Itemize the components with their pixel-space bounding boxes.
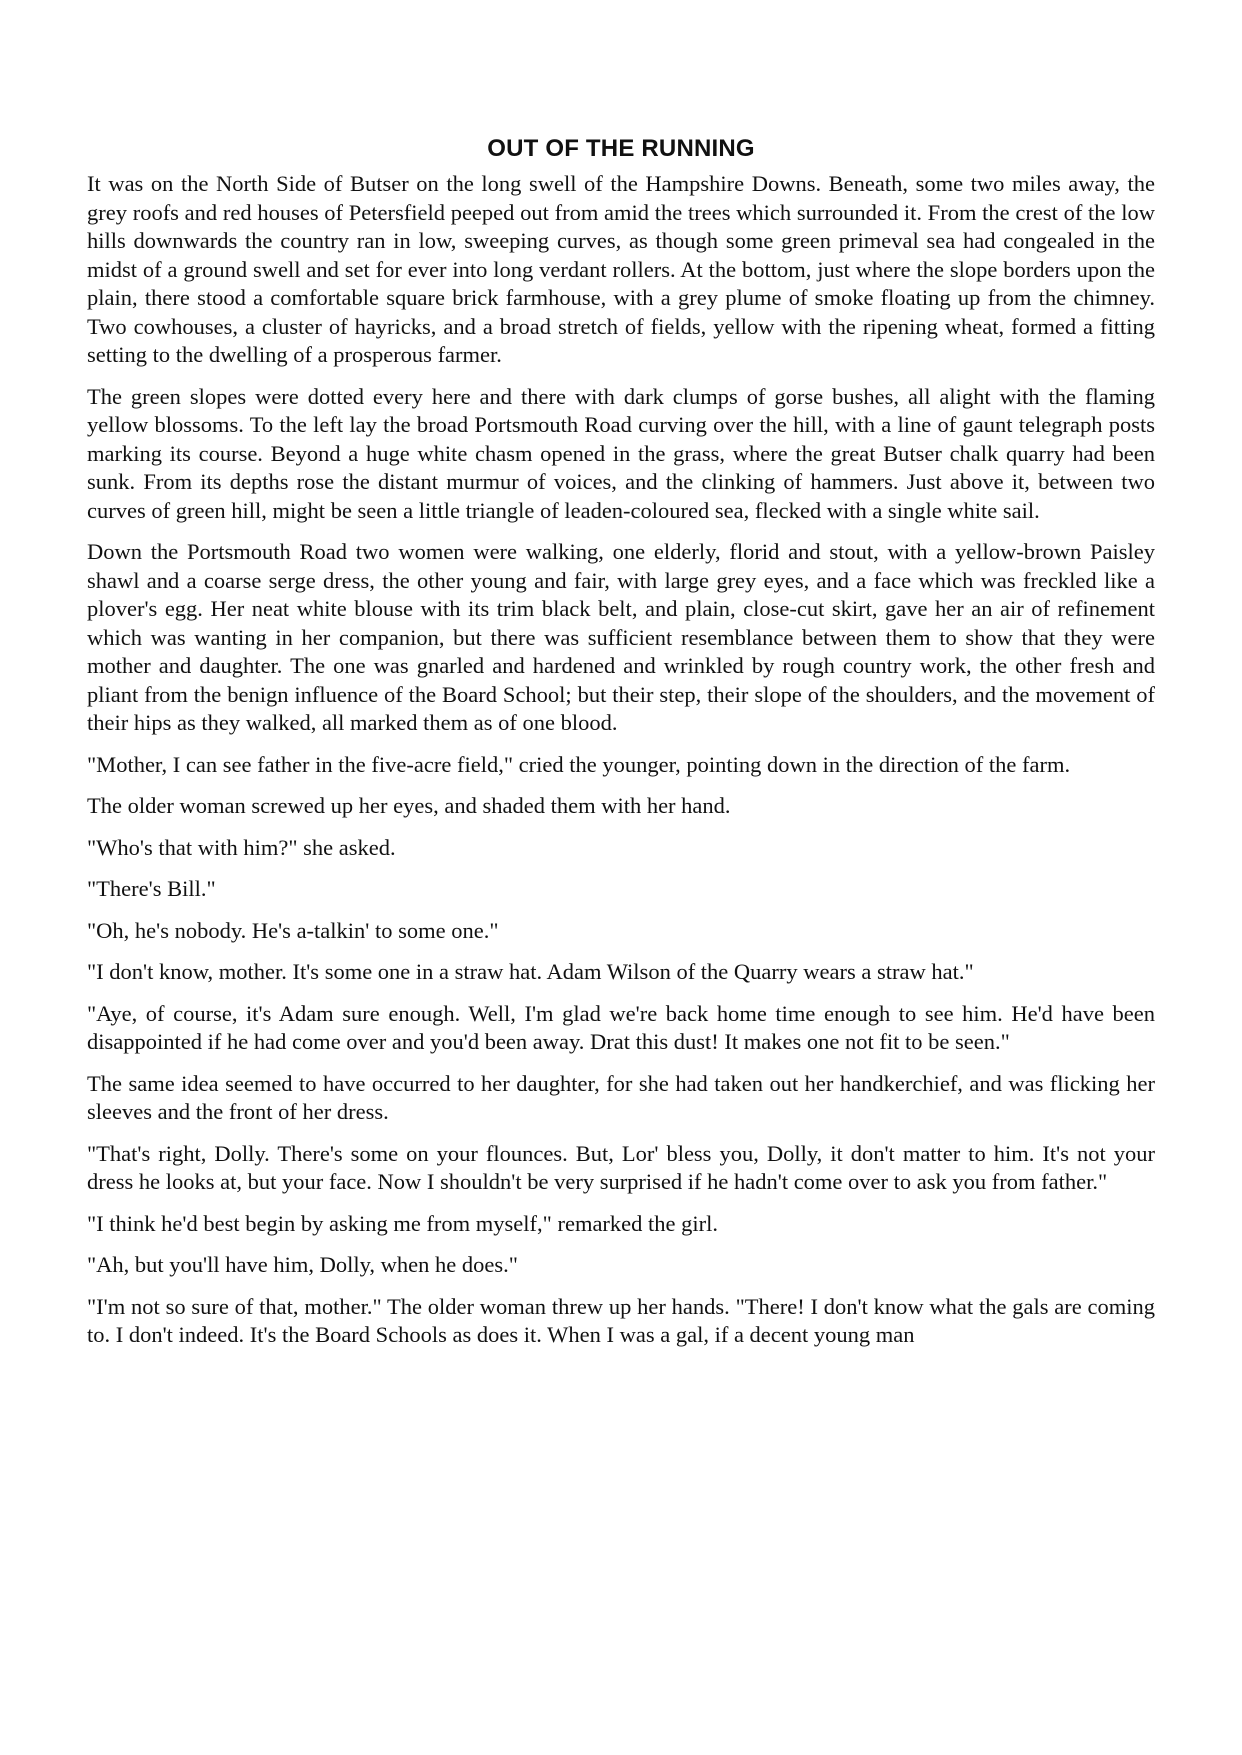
paragraph-2: The green slopes were dotted every here and there with dark clumps of gorse bushes, all alight with the flaming yellow blossoms. To the left lay the broad Portsmouth Road curving over the hill, with a line of gaunt telegraph posts marking its course. Beyond a huge white chasm opened in the grass, where the great Butser chalk quarry had been sunk. From its depths rose the distant murmur of voices, and the clinking of hammers. Just above it, between two curves of green hill, might be seen a little triangle of leaden-coloured sea, flecked with a single white sail.	[87, 383, 1155, 523]
chapter-title: OUT OF THE RUNNING	[487, 135, 755, 162]
paragraph-7: "There's Bill."	[87, 876, 216, 901]
paragraph-6: "Who's that with him?" she asked.	[87, 834, 396, 860]
paragraph-1: It was on the North Side of Butser on the long swell of the Hampshire Downs. Beneath, some two miles away, the grey roofs and red houses of Petersfield peeped out from amid the trees which surrounded it. From the crest of the low hills downwards the country ran in low, sweeping curves, as though some green primeval sea had congealed in the midst of a ground swell and set for ever into long verdant rollers. At the bottom, just where the slope borders upon the plain, there stood a comfortable square brick farmhouse, with a grey plume of smoke floating up from the chimney. Two cowhouses, a cluster of hayricks, and a broad stretch of fields, yellow with the ripening wheat, formed a fitting setting to the dwelling of a prosperous farmer.	[87, 171, 1155, 367]
document-page	[87, 132, 1155, 1363]
paragraph-14: "Ah, but you'll have him, Dolly, when he does."	[87, 1252, 518, 1277]
paragraph-12: "That's right, Dolly. There's some on your flounces. But, Lor' bless you, Dolly, it don't matter to him. It's not your dress he looks at, but your face. Now I shouldn't be very surprised if he hadn't come over to ask you from father."	[87, 1140, 1155, 1194]
paragraph-5: The older woman screwed up her eyes, and shaded them with her hand.	[87, 793, 731, 818]
paragraph-13: "I think he'd best begin by asking me from myself," remarked the girl.	[87, 1210, 719, 1236]
paragraph-11: The same idea seemed to have occurred to her daughter, for she had taken out her handkerchief, and was flicking her sleeves and the front of her dress.	[87, 1070, 1155, 1124]
paragraph-8: "Oh, he's nobody. He's a-talkin' to some one."	[87, 917, 499, 943]
paragraph-3: Down the Portsmouth Road two women were walking, one elderly, florid and stout, with a yellow-brown Paisley shawl and a coarse serge dress, the other young and fair, with large grey eyes, and a face which was freckled like a plover's egg. Her neat white blouse with its trim black belt, and plain, close-cut skirt, gave her an air of refinement which was wanting in her companion, but there was sufficient resemblance between them to show that they were mother and daughter. The one was gnarled and hardened and wrinkled by rough country work, the other fresh and pliant from the benign influence of the Board School; but their step, their slope of the shoulders, and the movement of their hips as they walked, all marked them as of one blood.	[87, 539, 1155, 735]
paragraph-10: "Aye, of course, it's Adam sure enough. Well, I'm glad we're back home time enough to see him. He'd have been disappointed if he had come over and you'd been away. Drat this dust! It makes one not fit to be seen."	[87, 1000, 1155, 1054]
paragraph-4: "Mother, I can see father in the five-acre field," cried the younger, pointing down in the direction of the farm.	[87, 751, 1071, 777]
paragraph-9: "I don't know, mother. It's some one in a straw hat. Adam Wilson of the Quarry wears a straw hat."	[87, 959, 974, 984]
paragraph-15: "I'm not so sure of that, mother." The older woman threw up her hands. "There! I don't know what the gals are coming to. I don't indeed. It's the Board Schools as does it. When I was a gal, if a decent young man	[87, 1293, 1155, 1347]
